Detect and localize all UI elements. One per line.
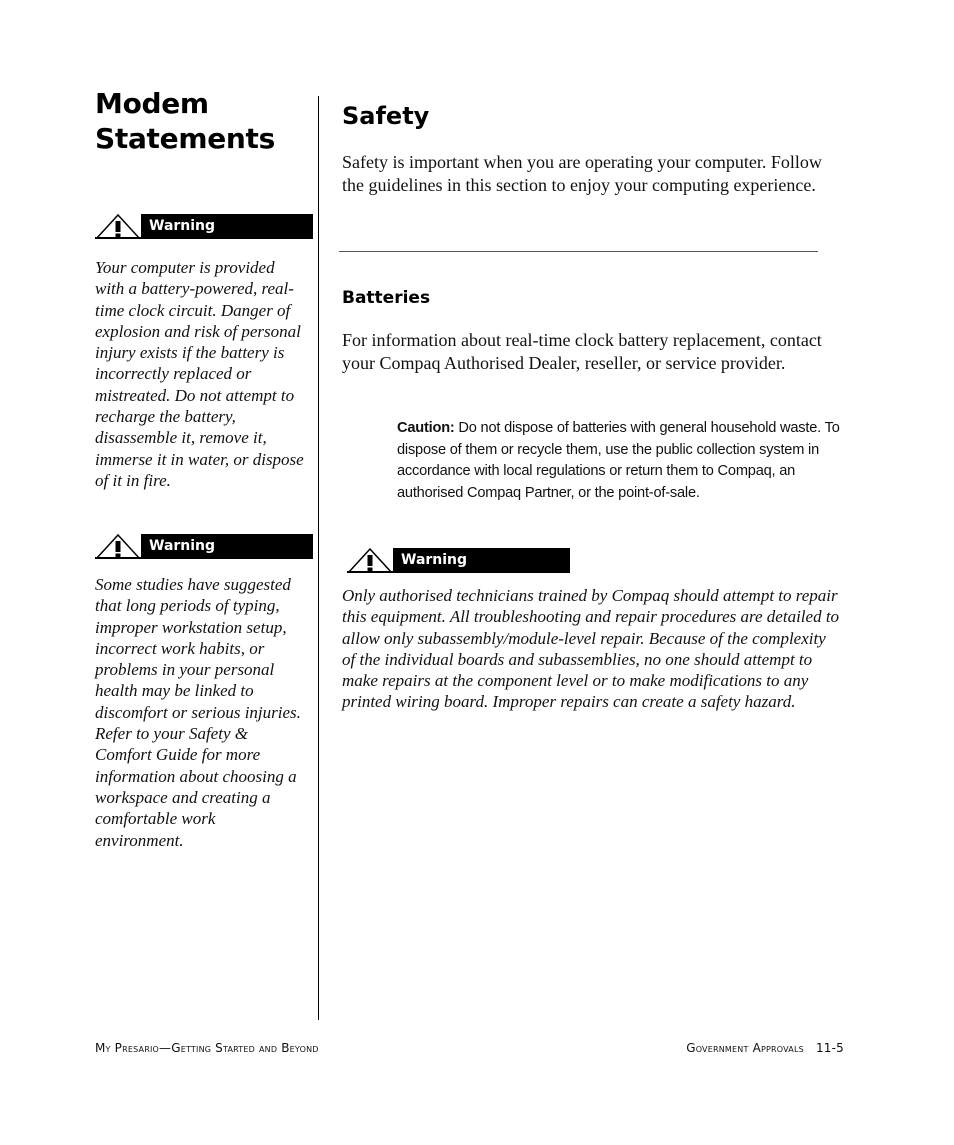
batteries-heading: Batteries [342, 288, 431, 308]
warning-text-ergonomics: Some studies have suggested that long periods of typing, improper workstation setup, incorrect work habits, or problems in your personal health may be linked to discomfort or serious injuries. Refer to your Safety & Comfort Guide for more information about choosing a workspace and creating a comfortable work environment. [95, 575, 301, 850]
warning-text-battery: Your computer is provided with a battery-powered, real-time clock circuit. Danger of explosion and risk of personal injury exists if the battery is incorrectly replaced or mistreated. Do not attempt to recharge the battery, disassemble it, remove it, immerse it in water, or dispose of it in fire. [95, 258, 304, 490]
caution-label: Caution: [397, 420, 455, 436]
warning-triangle-icon [95, 214, 141, 239]
warning-label: Warning [141, 214, 313, 239]
section-title: Safety [342, 102, 430, 130]
warning-label: Warning [141, 534, 313, 559]
safety-intro: Safety is important when you are operating your computer. Follow the guidelines in this section to enjoy your computing experience. [342, 152, 822, 195]
warning-banner-2 [95, 534, 313, 559]
footer-book-title: My Presario—Getting Started and Beyond [95, 1041, 319, 1055]
warning-triangle-icon [95, 534, 141, 559]
caution-text: Do not dispose of batteries with general household waste. To dispose of them or recycle them, use the public collection system in accordance with local regulations or return them to Compaq, an authorised Compaq Partner, or the point-of-sale. [397, 420, 840, 501]
warning-label: Warning [393, 548, 570, 573]
warning-text-repair: Only authorised technicians trained by Compaq should attempt to repair this equipment. All troubleshooting and repair procedures are detailed to allow only subassembly/module-level repair. Because of the complexity of the individual boards and subassemblies, no one should attempt to make repairs at the component level or to make modifications to any printed wiring board. Improper repairs can create a safety hazard. [342, 586, 840, 712]
warning-triangle-icon [347, 548, 393, 573]
caution-note [397, 418, 847, 504]
footer-chapter-page: Government Approvals 11-5 [686, 1041, 844, 1055]
warning-banner-1 [95, 214, 313, 239]
page-title: Modem Statements [95, 87, 275, 155]
section-divider [339, 251, 818, 252]
column-divider [318, 96, 319, 1020]
batteries-text: For information about real-time clock battery replacement, contact your Compaq Authorised Dealer, reseller, or service provider. [342, 330, 822, 373]
warning-banner-3 [347, 548, 570, 573]
